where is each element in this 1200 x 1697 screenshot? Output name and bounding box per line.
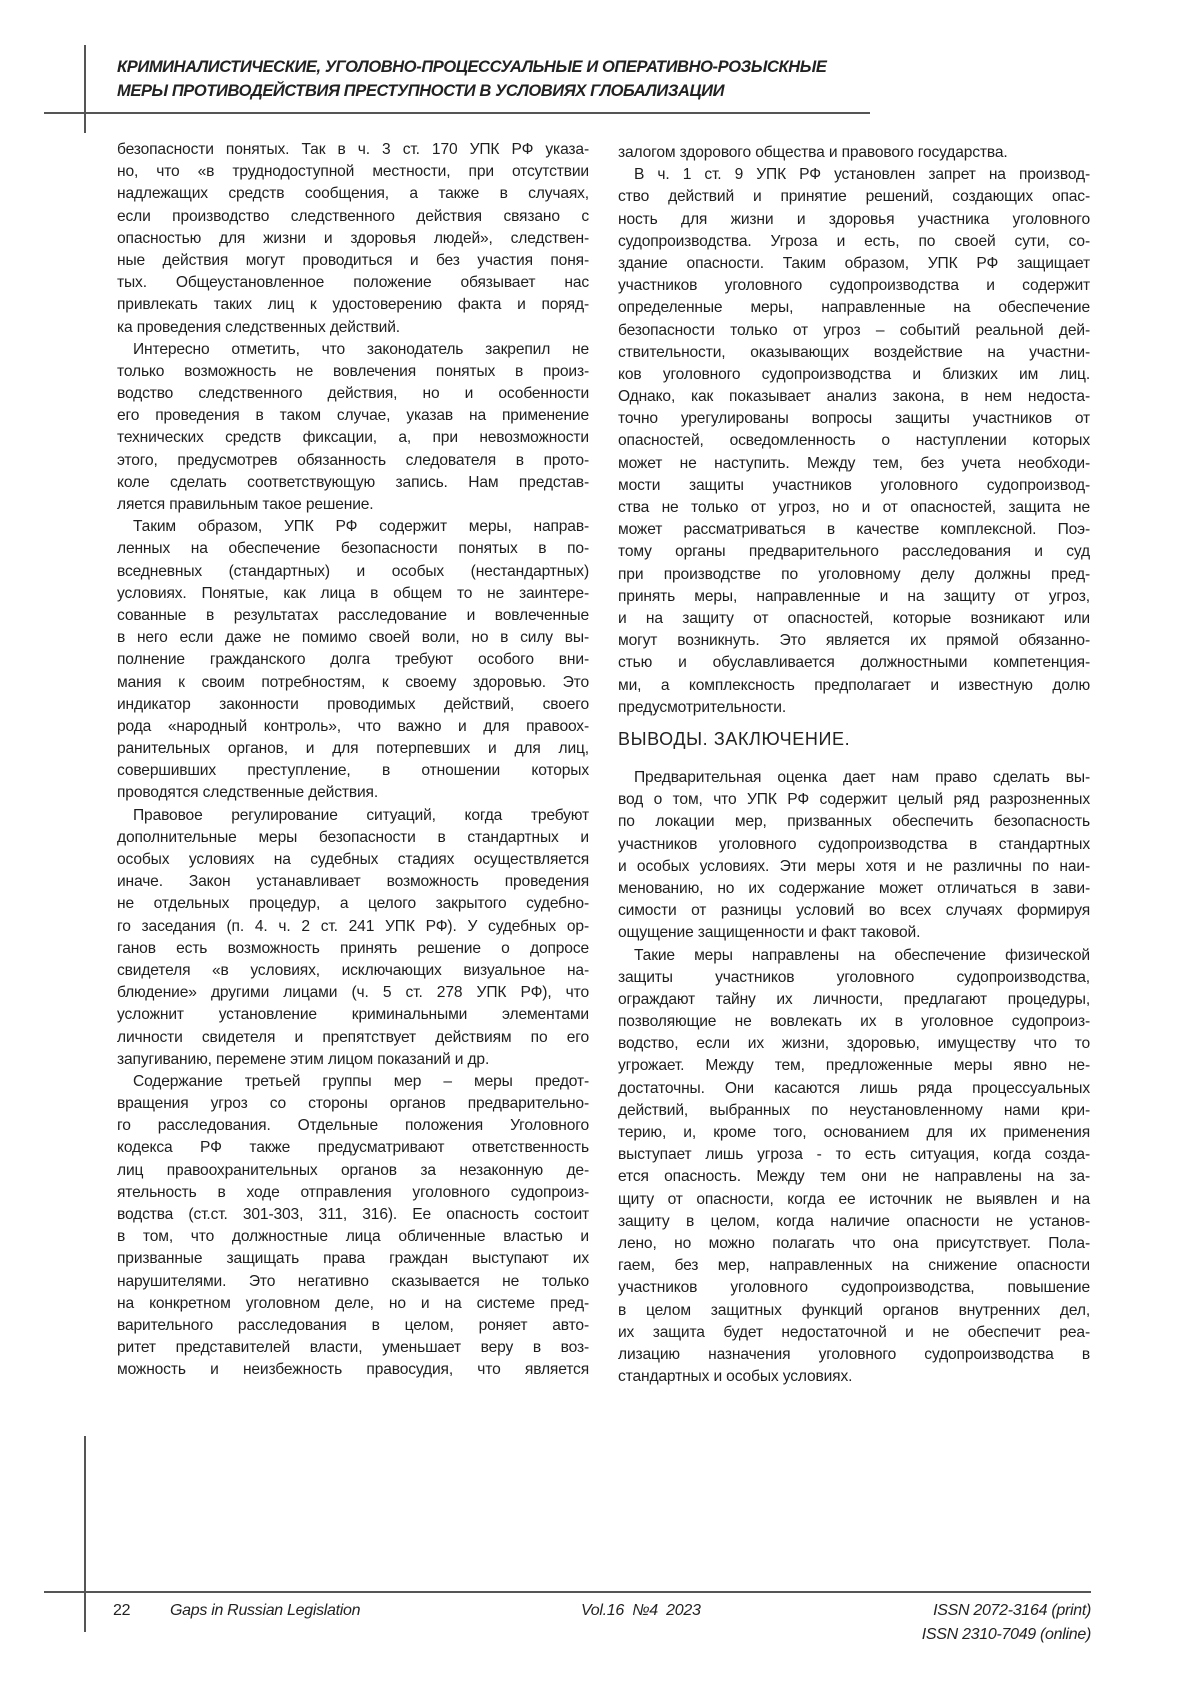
text-line: личности свидетеля и препятствует действиям по его [117, 1028, 589, 1046]
text-line: в целом защитных функций органов внутренних дел, [618, 1301, 1090, 1319]
text-line: их защита будет недостаточной и не обеспечит реа- [618, 1323, 1090, 1341]
text-line: стью и обуславливается должностными компетенция- [618, 654, 1090, 672]
text-line: Таким образом, УПК РФ содержит меры, направ- [133, 518, 589, 536]
text-line: участников уголовного судопроизводства и содержит [618, 277, 1090, 295]
header-vertical-rule [84, 45, 86, 133]
text-line: вращения угроз со стороны органов предварительно- [117, 1095, 589, 1113]
text-line: ства не только от угроз, но и от опасностей, защита не [618, 499, 1090, 516]
header-line-2: МЕРЫ ПРОТИВОДЕЙСТВИЯ ПРЕСТУПНОСТИ В УСЛОВИЯХ ГЛОБАЛИЗАЦИИ [117, 82, 725, 100]
text-line: менованию, но их содержание может отличаться в зави- [618, 879, 1090, 897]
left-column [117, 139, 589, 1382]
text-line: принять меры, направленные и на защиту от угроз, [618, 587, 1090, 605]
text-line: залогом здорового общества и правового государства. [618, 144, 1008, 161]
text-line: при производстве по уголовному делу должны пред- [618, 565, 1090, 583]
text-line: на конкретном уголовном деле, но и на системе пред- [117, 1294, 589, 1312]
text-line: ка проведения следственных действий. [117, 318, 400, 336]
paragraph [117, 1071, 589, 1382]
issue-info: Vol.16 №4 2023 [581, 1602, 701, 1619]
paragraph [117, 139, 589, 339]
text-line: водство следственного действия, но и особенности [117, 385, 589, 403]
paragraph [618, 945, 1090, 1389]
text-line: индикатор законности проводимых действий, своего [117, 695, 589, 713]
text-line: нарушителями. Это негативно сказывается не только [117, 1272, 589, 1290]
text-line: технических средств фиксации, а, при невозможности [117, 429, 589, 447]
text-line: ные действия могут проводиться и без участия поня- [117, 251, 589, 269]
page-number: 22 [113, 1602, 131, 1619]
text-line: судопроизводства. Угроза и есть, по своей сути, со- [618, 232, 1090, 250]
text-line: Интересно отметить, что законодатель закрепил не [133, 340, 589, 358]
text-line: призванные защищать права граждан выступают их [117, 1250, 589, 1268]
text-line: мания к своим потребностям, к своему здоровью. Это [117, 673, 589, 691]
text-line: ми, а комплексность предполагает и известную долю [618, 676, 1090, 694]
text-line: полнение гражданского долга требуют особого вни- [117, 651, 589, 669]
text-line: вседневных (стандартных) и особых (нестандартных) [117, 562, 589, 580]
text-line: го расследования. Отдельные положения Уголовного [117, 1117, 589, 1135]
text-line: ляется правильным такое решение. [117, 496, 374, 513]
text-line: запугиванию, перемене этим лицом показаний и др. [117, 1050, 490, 1068]
text-line: иначе. Закон устанавливает возможность проведения [117, 873, 589, 891]
text-line: тых. Общеустановленное положение обязывает нас [117, 274, 589, 292]
text-line: его проведения в таком случае, указав на применение [117, 407, 589, 425]
text-line: щиту от опасности, когда ее источник не выявлен и на [618, 1190, 1090, 1208]
text-line: ность для жизни и здоровья участника уголовного [618, 210, 1090, 228]
text-line: но, что «в труднодоступной местности, при отсутствии [117, 163, 589, 181]
text-line: мости защиты участников уголовного судопроизвод- [618, 476, 1090, 494]
text-line: варительного расследования в целом, роняет авто- [117, 1316, 589, 1334]
text-line: гаем, без мер, направленных на снижение опасности [618, 1257, 1090, 1275]
text-line: Содержание третьей группы мер – меры предот- [133, 1072, 589, 1090]
conclusion-text [618, 767, 1090, 1388]
text-line: Такие меры направлены на обеспечение физической [634, 946, 1090, 964]
paragraph [618, 767, 1090, 945]
text-line: коле сделать соответствующую запись. Нам представ- [117, 473, 589, 491]
running-header [117, 55, 937, 103]
text-line: симости от разницы условий во всех случаях формируя [618, 902, 1090, 920]
text-line: В ч. 1 ст. 9 УПК РФ установлен запрет на производ- [634, 166, 1090, 184]
text-line: дополнительные меры безопасности в стандартных и [117, 828, 589, 846]
text-line: привлекать таких лиц к удостоверению факта и поряд- [117, 296, 589, 314]
text-line: водства (ст.ст. 301-303, 311, 316). Ее опасность состоит [117, 1206, 589, 1223]
text-line: достаточны. Они касаются лишь ряда процессуальных [618, 1079, 1090, 1097]
text-line: ков уголовного судопроизводства и близких им лиц. [618, 365, 1090, 383]
text-line: Однако, как показывает анализ закона, в нем недоста- [618, 388, 1090, 406]
footer-horizontal-rule [44, 1591, 1091, 1593]
footer-vertical-rule [84, 1436, 86, 1632]
text-line: ленных на обеспечение безопасности понятых в по- [117, 540, 589, 558]
paragraph [618, 142, 1090, 164]
text-line: ство действий и принятие решений, создающих опас- [618, 188, 1090, 206]
text-line: можность и неизбежность правосудия, что является [117, 1361, 589, 1379]
text-line: и на защиту от опасностей, которые возникают или [618, 609, 1090, 627]
text-line: участников уголовного судопроизводства, повышение [618, 1279, 1090, 1297]
text-line: в том, что должностные лица обличенные властью и [117, 1228, 589, 1246]
text-line: лизацию назначения уголовного судопроизводства в [618, 1345, 1090, 1363]
text-line: только возможность не вовлечения понятых в произ- [117, 362, 589, 380]
paragraph [117, 516, 589, 804]
issn-print: ISSN 2072-3164 (print) [933, 1602, 1091, 1619]
header-horizontal-rule [44, 112, 870, 114]
text-line: ритет представителей власти, уменьшает веру в воз- [117, 1339, 589, 1357]
text-line: совершивших преступление, в отношении которых [117, 762, 589, 780]
text-line: предусмотрительности. [618, 698, 787, 716]
text-line: действий, выбранных по неустановленному нами кри- [618, 1101, 1090, 1119]
text-line: ограждают тайну их личности, предлагают процедуры, [618, 990, 1090, 1008]
text-line: стандартных и особых условиях. [618, 1368, 853, 1386]
text-line: участников уголовного судопроизводства в стандартных [618, 835, 1090, 853]
text-line: здание опасности. Таким образом, УПК РФ защищает [618, 254, 1090, 272]
text-line: позволяющие не вовлекать их в уголовное судопроиз- [618, 1013, 1090, 1031]
text-line: угрожает. Между тем, предложенные меры явно не- [618, 1057, 1090, 1075]
text-line: свидетеля «в условиях, исключающих визуальное на- [117, 961, 589, 979]
text-line: по локации мер, призванных обеспечить безопасность [618, 813, 1090, 831]
text-line: определенные меры, направленные на обеспечение [618, 299, 1090, 317]
right-column [618, 142, 1090, 719]
text-line: Правовое регулирование ситуаций, когда требуют [133, 806, 589, 824]
paragraph [117, 339, 589, 517]
text-line: водство, если их жизни, здоровью, имуществу что то [618, 1035, 1090, 1053]
paragraph [117, 805, 589, 1071]
text-line: не отдельных процедур, а целого закрытого судебно- [117, 895, 589, 913]
text-line: ятельность в ходе отправления уголовного судопроиз- [117, 1183, 589, 1201]
text-line: могут возникнуть. Это является их прямой обязанно- [618, 632, 1090, 650]
text-line: лиц правоохранительных органов за незаконную де- [117, 1161, 589, 1179]
text-line: лено, но можно полагать что она присутствует. Пола- [618, 1234, 1090, 1252]
paragraph [618, 164, 1090, 719]
text-line: защиты участников уголовного судопроизводства, [618, 968, 1090, 986]
text-line: го заседания (п. 4. ч. 2 ст. 241 УПК РФ). У судебных ор- [117, 917, 589, 935]
text-line: кодекса РФ также предусматривают ответственность [117, 1139, 589, 1157]
text-line: ствительности, оказывающих воздействие на участни- [618, 343, 1090, 361]
text-line: опасностью для жизни и здоровья людей», следствен- [117, 229, 589, 247]
text-line: рода «народный контроль», что важно и для правоох- [117, 717, 589, 735]
text-line: защиту в целом, когда наличие опасности не установ- [618, 1212, 1090, 1230]
text-line: может не наступить. Между тем, без учета необходи- [618, 454, 1090, 472]
text-line: если производство следственного действия связано с [117, 207, 589, 225]
text-line: тому органы предварительного расследования и суд [618, 543, 1090, 561]
text-line: надлежащих средств сообщения, а также в случаях, [117, 185, 589, 203]
text-line: особых условиях на судебных стадиях осуществляется [117, 851, 589, 868]
text-line: может рассматриваться в качестве комплексной. Поэ- [618, 521, 1090, 539]
text-line: выступает лишь угроза - то есть ситуация, когда созда- [618, 1146, 1090, 1164]
text-line: терию, и, кроме того, основанием для их применения [618, 1124, 1090, 1141]
text-line: усложнит установление криминальными элементами [117, 1006, 589, 1024]
text-line: сованные в результатах расследование и вовлеченные [117, 606, 589, 624]
text-line: безопасности только от угроз – событий реальной дей- [618, 321, 1090, 339]
text-line: ганов есть возможность принять решение о допросе [117, 939, 589, 957]
section-heading: ВЫВОДЫ. ЗАКЛЮЧЕНИЕ. [618, 729, 851, 749]
text-line: ранительных органов, и для потерпевших и для лиц, [117, 740, 589, 758]
text-line: этого, предусмотрев обязанность следователя в прото- [117, 451, 589, 469]
issn-online: ISSN 2310-7049 (online) [921, 1626, 1091, 1643]
text-line: точно урегулированы вопросы защиты участников от [618, 410, 1090, 428]
text-line: блюдение» другими лицами (ч. 5 ст. 278 УПК РФ), что [117, 984, 589, 1002]
text-line: вод о том, что УПК РФ содержит целый ряд разрозненных [618, 791, 1090, 809]
header-line-1: КРИМИНАЛИСТИЧЕСКИЕ, УГОЛОВНО-ПРОЦЕССУАЛЬНЫЕ И ОПЕРАТИВНО-РОЗЫСКНЫЕ [117, 58, 827, 76]
text-line: проводятся следственные действия. [117, 784, 379, 802]
text-line: ется опасность. Между тем они не направлены на за- [618, 1168, 1090, 1186]
text-line: ощущение защищенности и факт таковой. [618, 924, 921, 942]
text-line: опасностей, осведомленность о наступлении которых [618, 432, 1090, 450]
text-line: безопасности понятых. Так в ч. 3 ст. 170 УПК РФ указа- [117, 141, 589, 158]
journal-name: Gaps in Russian Legislation [170, 1602, 361, 1619]
text-line: в него если даже не помимо своей воли, но в силу вы- [117, 629, 589, 647]
text-line: и особых условиях. Эти меры хотя и не различны по наи- [618, 857, 1090, 875]
text-line: условиях. Понятые, как лица в общем то не заинтере- [117, 584, 589, 602]
text-line: Предварительная оценка дает нам право сделать вы- [634, 769, 1090, 786]
